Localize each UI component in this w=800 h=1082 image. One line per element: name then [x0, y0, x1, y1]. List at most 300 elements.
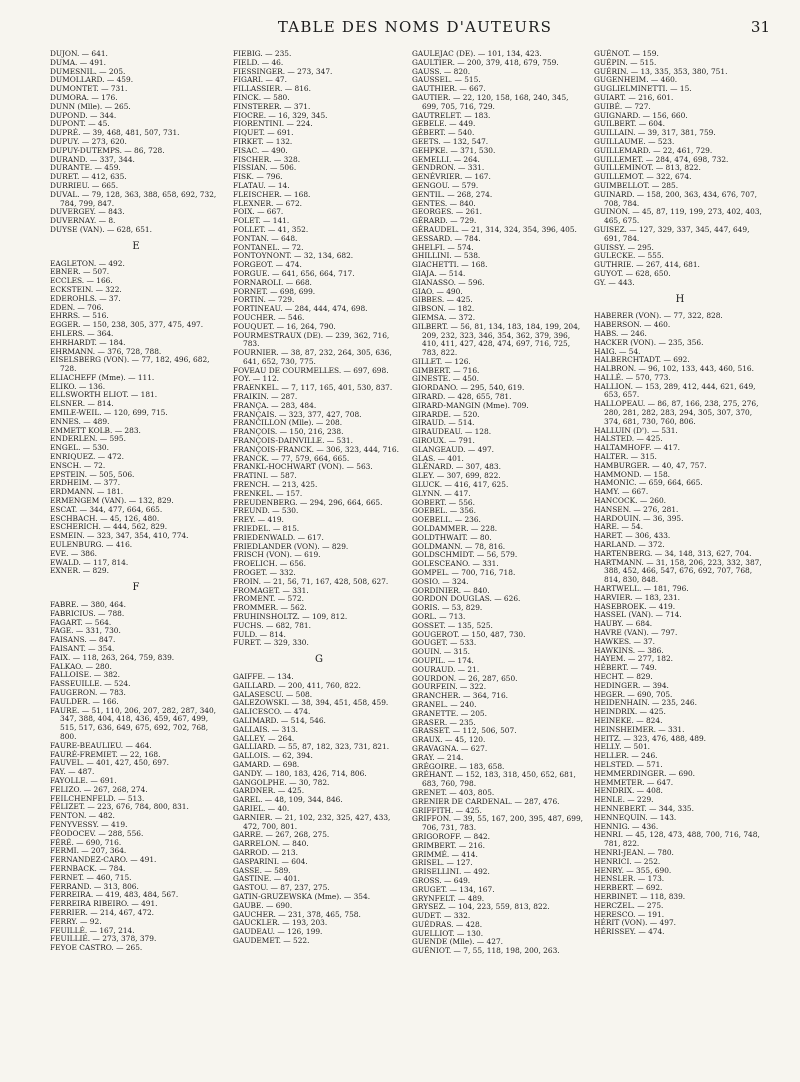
index-entry: GLYNN. — 417. — [412, 488, 471, 498]
index-entry: HEINEKE. — 824. — [594, 715, 663, 725]
index-entry: GUIGNARD. — 156, 660. — [594, 110, 688, 120]
index-entry: FOURNIER. — 38, 87, 232, 264, 305, 636, 641, 652, 730, 775. — [233, 348, 392, 366]
index-entry: GUIBÉ. — 727. — [594, 101, 651, 111]
index-entry: HENLE. — 229. — [594, 795, 654, 805]
index-entry: FROELICH. — 656. — [233, 559, 306, 569]
index-entry: HARTENBERG. — 34, 148, 313, 627, 704. — [594, 548, 752, 558]
index-entry: HEMMERDINGER. — 690. — [594, 768, 696, 778]
index-entry: GRENET. — 403, 805. — [412, 787, 495, 797]
index-entry: ESCHBACH. — 45, 126, 480. — [50, 513, 160, 523]
index-entry: FISCHER. — 328. — [233, 154, 301, 164]
index-entry: DUMORA. — 176. — [50, 92, 118, 102]
index-entry: HALBERCHTADT. — 692. — [594, 355, 690, 365]
index-entry: GAMARD. — 698. — [233, 759, 300, 769]
index-entry: FISSIAN. — 506. — [233, 163, 297, 173]
index-entry: FOIX. — 667. — [233, 207, 284, 217]
index-entry: GUILLAUME. — 523. — [594, 136, 675, 146]
index-entry: GALLEY. — 264. — [233, 733, 295, 743]
index-entry: ELIACHEFF (Mme). — 111. — [50, 372, 155, 382]
index-entry: ERMENGEM (VAN). — 132, 829. — [50, 496, 174, 506]
index-entry: ECCLES. — 166. — [50, 276, 113, 286]
index-entry: GORIS. — 53, 829. — [412, 603, 483, 613]
index-entry: ESCAT. — 344, 477, 664, 665. — [50, 504, 163, 514]
index-entry: FORNAROLI. — 668. — [233, 277, 312, 287]
index-entry: GOBERT. — 556. — [412, 497, 475, 507]
index-entry: GUELLIOT. — 130. — [412, 928, 484, 938]
index-entry: FRANCK. — 77, 579, 664, 665. — [233, 453, 350, 463]
index-entry: GOURDON. — 26, 287, 650. — [412, 673, 518, 683]
index-entry: DUJON. — 641. — [50, 49, 108, 58]
index-entry: GIACHETTI. — 168. — [412, 260, 488, 270]
index-entry: FERREIRA. — 419, 483, 484, 567. — [50, 890, 179, 900]
index-entry: GOUGET. — 533. — [412, 638, 477, 648]
index-entry: FIESSINGER. — 273, 347. — [233, 66, 333, 76]
index-entry: GEHPKE. — 371, 530. — [412, 145, 496, 155]
index-entry: EMMETT KOLB. — 283. — [50, 425, 141, 435]
index-entry: GIANASSO. — 596. — [412, 277, 485, 287]
index-entry: GIRARD-MANGIN (Mme). 709. — [412, 400, 529, 410]
index-entry: GAUTIER. — 22, 120, 158, 168, 240, 345, 699, 705, 716, 729. — [412, 92, 569, 111]
index-entry: GRANETTE. — 205. — [412, 708, 487, 718]
index-entry: HASSEL (VAN). — 714. — [594, 610, 682, 620]
index-entry: FERNANDEZ-CARO. — 491. — [50, 855, 157, 865]
index-entry: DUYSE (VAN). — 628, 651. — [50, 224, 152, 234]
index-entry: HALLION. — 153, 289, 412, 444, 621, 649, 653, 657. — [594, 381, 756, 400]
index-entry: FRANÇOIS-DAINVILLE. — 531. — [233, 436, 353, 446]
index-entry: FRANÇOIS. — 150, 216, 238. — [233, 427, 344, 437]
index-entry: FÉODOCEV. — 288, 556. — [50, 828, 144, 838]
index-entry: GENTES. — 840. — [412, 198, 476, 208]
index-entry: HAMONIC. — 659, 664, 665. — [594, 478, 703, 488]
index-entry: HAWKINS. — 386. — [594, 645, 664, 655]
index-entry: FAGART. — 564. — [50, 617, 112, 627]
index-entry: GÉBERT. — 540. — [412, 128, 475, 138]
index-entry: GRAY. — 214. — [412, 752, 464, 762]
index-entry: EGGER. — 150, 238, 305, 377, 475, 497. — [50, 320, 204, 330]
index-entry: DURET. — 412, 635. — [50, 172, 127, 182]
index-entry: ERDMANN. — 181. — [50, 487, 124, 497]
index-entry: EWALD. — 117, 814. — [50, 557, 129, 567]
index-entry: GASTOU. — 87, 237, 275. — [233, 883, 330, 893]
index-entry: HABERER (VON). — 77, 322, 828. — [594, 311, 723, 321]
index-entry: GALLAIS. — 313. — [233, 724, 299, 734]
index-entry: GUISSY. — 295. — [594, 242, 654, 252]
index-entry: GRASSET. — 112, 506, 507. — [412, 726, 517, 736]
index-entry: FROMAGET. — 331. — [233, 585, 309, 595]
index-entry: GORDON DOUGLAS. — 626. — [412, 594, 521, 604]
index-entry: DURAND. — 337, 344. — [50, 154, 135, 164]
index-entry: GOLDTHWAIT. — 80. — [412, 532, 492, 542]
index-entry: DUMONTET. — 731. — [50, 84, 128, 94]
index-entry: GUIMBELLOT. — 285. — [594, 180, 679, 190]
index-entry: GUILLAIN. — 39, 317, 381, 759. — [594, 128, 716, 138]
index-entry: HELSTED. — 571. — [594, 759, 663, 769]
index-entry: EXNER. — 829. — [50, 566, 109, 576]
index-entry: FAISANT. — 354. — [50, 644, 115, 653]
index-entry: GOURFEIN. — 322. — [412, 682, 487, 692]
index-entry: FRENCH. — 213, 425. — [233, 480, 318, 490]
index-entry: GLÉNARD. — 307, 483. — [412, 462, 501, 472]
index-entry: FÉRÉ. — 690, 716. — [50, 837, 122, 847]
index-entry: DUPUY-DUTEMPS. — 86, 728. — [50, 145, 165, 155]
index-entry: HENNEQUIN. — 143. — [594, 812, 677, 822]
index-entry: GAULTIER. — 200, 379, 418, 679, 759. — [412, 57, 559, 67]
index-entry: FENTON. — 482. — [50, 811, 115, 821]
page-number: 31 — [750, 18, 770, 36]
index-entry: GASPARINI. — 604. — [233, 856, 308, 866]
index-entry: GUGENHEIM. — 460. — [594, 75, 678, 85]
index-entry: GLUCK. — 416, 417, 625. — [412, 480, 509, 490]
index-entry: FREY. — 419. — [233, 515, 284, 525]
index-entry: GOEBELL. — 236. — [412, 515, 481, 525]
index-entry: DURANTE. — 459. — [50, 163, 121, 173]
index-entry: HAMMOND. — 158. — [594, 469, 670, 479]
index-entry: FAGE. — 331, 730. — [50, 626, 121, 636]
index-entry: EBNER. — 507. — [50, 267, 110, 277]
index-entry: GUDET. — 332. — [412, 911, 471, 921]
index-entry: GANDY. — 180, 183, 426, 714, 806. — [233, 768, 367, 778]
index-entry: GUILLEMET. — 284, 474, 698, 732. — [594, 154, 729, 164]
index-entry: GAUSSEL. — 515. — [412, 75, 481, 85]
section-letter: E — [132, 240, 140, 252]
index-entry: DUMOLLARD. — 459. — [50, 75, 134, 85]
index-entry: DUVERGEY. — 843. — [50, 207, 125, 217]
index-entry: FENYVESSY. — 419. — [50, 819, 128, 829]
index-entry: FEUILLIÉ. — 273, 378, 379. — [50, 934, 157, 944]
index-entry: FISAC. — 490. — [233, 145, 288, 155]
index-entry: FORNET. — 698, 699. — [233, 286, 316, 296]
index-entry: HENNEBERT. — 344, 335. — [594, 803, 694, 813]
index-entry: HALLUIN (D'). — 531. — [594, 425, 678, 435]
index-entry: GOUIN. — 315. — [412, 647, 470, 657]
index-entry: FUCHS. — 682, 781. — [233, 620, 311, 630]
index-entry: EVE. — 386. — [50, 548, 98, 558]
index-entry: HEINDRIX. — 425. — [594, 707, 666, 717]
index-entry: GRISEL. — 127. — [412, 858, 473, 868]
index-entry: FRANÇOIS-FRANCK. — 306, 323, 444, 716. — [233, 444, 399, 454]
index-entry: FIQUET. — 691. — [233, 128, 294, 138]
index-entry: GIORDANO. — 295, 540, 619. — [412, 383, 525, 393]
index-entry: FRANÇAIS. — 323, 377, 427, 708. — [233, 409, 362, 419]
index-entry: GUÉRIN. — 13, 335, 353, 380, 751. — [594, 66, 728, 76]
index-entry: GIMBERT. — 716. — [412, 365, 480, 375]
index-entry: HALBRON. — 96, 102, 133, 443, 460, 516. — [594, 364, 754, 374]
index-column-2 — [233, 50, 405, 946]
index-entry: GUTHRIE. — 267, 414, 681. — [594, 260, 700, 270]
index-entry: GAUTHIER. — 667. — [412, 84, 486, 94]
index-entry: GORDINIER. — 840. — [412, 585, 490, 595]
index-entry: FAURE. — 51, 110, 206, 207, 282, 287, 340, 347, 388, 404, 418, 436, 459, 467, 499, 515, 517, 636, 649, 675, 692, 702, 768, 800. — [50, 705, 217, 741]
page-header — [60, 18, 770, 40]
index-entry: DUVERNAY. — 8. — [50, 216, 116, 226]
index-entry: HELLER. — 246. — [594, 751, 658, 761]
index-entry: GUIART. — 216, 601. — [594, 92, 674, 102]
index-entry: FASSEUILLE. — 524. — [50, 679, 131, 689]
index-entry: FERRAND. — 313, 806. — [50, 881, 139, 891]
index-entry: FAISANS. — 847. — [50, 635, 116, 645]
index-entry: GLAS. — 401. — [412, 453, 464, 463]
index-entry: FERMI. — 207, 364. — [50, 846, 127, 856]
index-entry: GAUCKLER. — 193, 203. — [233, 918, 328, 928]
index-entry: GOLESCEANO. — 331. — [412, 559, 499, 569]
index-entry: DUVAL. — 79, 128, 363, 388, 658, 692, 732, 784, 799, 847. — [50, 189, 217, 208]
index-entry: ESMEIN. — 323, 347, 354, 410, 774. — [50, 531, 189, 541]
index-entry: FÉLIZET. — 223, 676, 784, 800, 831. — [50, 802, 189, 812]
index-entry: EHLERS. — 364. — [50, 328, 114, 338]
index-entry: EHRRS. — 516. — [50, 311, 109, 321]
index-entry: ELLSWORTH ELIOT. — 181. — [50, 390, 158, 400]
index-entry: GOLDMANN. — 78, 816. — [412, 541, 506, 551]
index-entry: GAILLARD. — 200, 411, 760, 822. — [233, 680, 361, 690]
index-entry: GAUSS. — 820. — [412, 66, 471, 76]
index-entry: FRAENKEL. — 7, 117, 165, 401, 530, 837. — [233, 383, 393, 393]
index-entry: GUILLEMARD. — 22, 461, 729. — [594, 145, 713, 155]
index-entry: GAUCHER. — 231, 378, 465, 758. — [233, 909, 361, 919]
index-entry: GRENIER DE CARDENAL. — 287, 476. — [412, 796, 560, 806]
index-entry: HÉRISSEY. — 474. — [594, 927, 665, 937]
index-entry: GHELFI. — 574. — [412, 242, 474, 252]
index-entry: FAY. — 487. — [50, 767, 95, 777]
index-entry: FEYOE CASTRO. — 265. — [50, 943, 143, 953]
index-entry: HÉRIT (VON). — 497. — [594, 918, 676, 928]
index-entry: GUINARD. — 158, 200, 363, 434, 676, 707, 708, 784. — [594, 189, 758, 208]
index-entry: DURRIEU. — 665. — [50, 180, 119, 190]
index-entry: GOLDAMMER. — 228. — [412, 524, 498, 534]
index-entry: HALLOPEAU. — 86, 87, 166, 238, 275, 276, 280, 281, 282, 283, 294, 305, 307, 370, 374, 681, 730, 760, 806. — [594, 399, 759, 426]
section-letter: F — [132, 582, 140, 594]
index-entry: EHRMANN. — 376, 728, 788. — [50, 346, 162, 356]
index-entry: GÉRARD. — 729. — [412, 216, 477, 226]
index-entry: HALSTED. — 425. — [594, 434, 663, 444]
index-entry: HENRI. — 45, 128, 473, 488, 700, 716, 748, 781, 822. — [594, 830, 760, 849]
index-entry: GALEZOWSKI. — 38, 394, 451, 458, 459. — [233, 698, 389, 708]
index-entry: HERESCO. — 191. — [594, 909, 665, 919]
index-entry: FROIN. — 21, 56, 71, 167, 428, 508, 627. — [233, 576, 389, 586]
index-entry: FAYOLLE. — 691. — [50, 775, 117, 785]
index-entry: GRANCHER. — 364, 716. — [412, 691, 509, 701]
index-entry: FIELD. — 46. — [233, 57, 284, 67]
index-entry: EPSTEIN. — 505, 506. — [50, 469, 135, 479]
index-entry: GHILLINI. — 538. — [412, 251, 481, 261]
index-entry: GANGOLPHE. — 30, 782. — [233, 777, 330, 787]
index-entry: FLEXNER. — 672. — [233, 198, 303, 208]
index-entry: FRANKL-HOCHWART (VON). — 563. — [233, 462, 373, 472]
index-entry: GIEMSA. — 372. — [412, 312, 476, 322]
index-entry: GOMPEL. — 700, 716, 718. — [412, 568, 516, 578]
index-entry: GRIMBERT. — 216. — [412, 840, 485, 850]
index-entry: GEMELLI. — 264. — [412, 154, 480, 164]
index-entry: FIGARI. — 47. — [233, 75, 287, 85]
index-entry: GIAJA. — 514. — [412, 268, 466, 278]
index-entry: GÉRAUDEL. — 21, 314, 324, 354, 396, 405. — [412, 224, 577, 234]
index-entry: HAMY. — 667. — [594, 487, 649, 497]
index-entry: FAUGERON. — 783. — [50, 687, 126, 697]
index-entry: FAURÉ-FREMIET. — 22, 168. — [50, 749, 161, 759]
index-entry: GRISELLINI. — 492. — [412, 867, 490, 877]
index-entry: GUYOT. — 628, 650. — [594, 268, 671, 278]
index-entry: GORL. — 713. — [412, 612, 466, 621]
index-entry: GALLIARD. — 55, 87, 182, 323, 731, 821. — [233, 742, 390, 752]
index-entry: GUÉDRAS. — 428. — [412, 919, 483, 929]
index-entry: GARRE. — 267, 268, 275. — [233, 830, 330, 840]
index-entry: HÉBERT. — 749. — [594, 663, 657, 673]
index-entry: GARDNER. — 425. — [233, 786, 305, 796]
index-entry: GAUDEMET. — 522. — [233, 935, 310, 945]
index-entry: GENÉVRIER. — 167. — [412, 172, 491, 182]
index-entry: HAVRE (VAN). — 797. — [594, 628, 678, 637]
index-entry: FRIEDENWALD. — 617. — [233, 532, 324, 542]
index-entry: ECKSTEIN. — 322. — [50, 284, 122, 294]
index-entry: FOY. — 112. — [233, 374, 280, 384]
index-entry: FORGUE. — 641, 656, 664, 717. — [233, 268, 355, 278]
index-entry: FERNBACK. — 784. — [50, 863, 126, 873]
index-entry: GALASESCU. — 508. — [233, 689, 313, 699]
index-entry: FALLOISE. — 382. — [50, 670, 120, 680]
index-entry: FERRIER. — 214, 467, 472. — [50, 907, 155, 917]
index-entry: EAGLETON. — 492. — [50, 258, 125, 268]
index-entry: GARIEL. — 40. — [233, 803, 290, 813]
index-entry: FRIEDEL. — 815. — [233, 524, 300, 534]
index-entry: HACKER (VON). — 235, 356. — [594, 337, 704, 347]
index-entry: GRYSEZ. — 104, 223, 559, 813, 822. — [412, 902, 550, 912]
index-entry: FOUCHER. — 546. — [233, 312, 305, 322]
index-entry: GOURAUD. — 21. — [412, 664, 480, 674]
index-entry: GEORGES. — 261. — [412, 207, 482, 217]
index-entry: GARROD. — 213. — [233, 847, 298, 857]
index-entry: HENRI-JEAN. — 780. — [594, 847, 674, 857]
index-entry: FIEBIG. — 235. — [233, 49, 292, 58]
index-entry: FRATINI. — 587. — [233, 471, 297, 481]
index-entry: GLANGEAUD. — 497. — [412, 444, 495, 454]
index-entry: HABS. — 246. — [594, 328, 647, 338]
index-entry: ENGEL. — 530. — [50, 443, 109, 453]
index-entry: FROGET. — 332. — [233, 568, 296, 578]
index-entry: FOUQUET. — 16, 264, 790. — [233, 321, 336, 331]
index-entry: GUÉNIOT. — 7, 55, 118, 198, 200, 263. — [412, 946, 560, 956]
index-entry: EISELSBERG (VON). — 77, 182, 496, 682, 728. — [50, 355, 210, 374]
index-entry: HAMBURGER. — 40, 47, 757. — [594, 460, 707, 470]
index-entry: GOUPIL. — 174. — [412, 655, 474, 665]
index-entry: HALTAMHOFF. — 417. — [594, 443, 681, 453]
index-entry: FOVEAU DE COURMELLES. — 697, 698. — [233, 365, 389, 375]
index-entry: HASEBROEK. — 419. — [594, 601, 676, 611]
index-entry: GENDRON. — 331. — [412, 163, 485, 173]
index-entry: GUÉNOT. — 159. — [594, 49, 659, 58]
index-entry: GUENDE (Mlle). — 427. — [412, 937, 503, 947]
index-entry: ENSCH. — 72. — [50, 460, 106, 470]
index-entry: GRIGOROFF. — 842. — [412, 831, 490, 841]
index-entry: GAUBE. — 690. — [233, 900, 293, 910]
index-entry: FEILCHENFELD. — 513. — [50, 793, 145, 803]
index-entry: GARNIER. — 21, 102, 232, 325, 427, 433, 472, 700, 801. — [233, 812, 391, 831]
section-letter: G — [315, 654, 323, 666]
index-entry: FRIEDLANDER (VON). — 829. — [233, 541, 349, 551]
index-entry: HAIG. — 54. — [594, 346, 641, 356]
index-entry: GOSSET. — 135, 525. — [412, 620, 493, 630]
index-entry: HEINSHEIMER. — 331. — [594, 724, 685, 734]
index-entry: FOLET. — 141. — [233, 216, 290, 226]
index-entry: HELLY. — 501. — [594, 742, 651, 752]
index-entry: FISK. — 796. — [233, 172, 283, 182]
index-entry: GASTINE. — 401. — [233, 874, 300, 884]
index-entry: GAIFFE. — 134. — [233, 671, 294, 681]
index-entry: FRANCILLON (Mlle). — 208. — [233, 418, 343, 428]
index-entry: GLEY. — 307, 699, 822. — [412, 471, 501, 481]
index-entry: EULENBURG. — 416. — [50, 540, 133, 550]
index-entry: HEMMETER. — 647. — [594, 777, 674, 787]
index-entry: HEITZ. — 323, 476, 488, 489. — [594, 733, 707, 743]
index-entry: FROMMER. — 562. — [233, 603, 307, 613]
index-entry: FRUHINSHOLTZ. — 109, 812. — [233, 612, 348, 621]
index-entry: GUINON. — 45, 87, 119, 199, 273, 402, 403, 465, 675. — [594, 207, 762, 226]
index-entry: GIBSON. — 182. — [412, 304, 475, 314]
index-entry: GOLDSCHMIDT. — 56, 579. — [412, 550, 518, 560]
index-entry: HARET. — 306, 433. — [594, 531, 671, 541]
index-entry: GINESTE. — 450. — [412, 374, 479, 384]
index-entry: HARLAND. — 372. — [594, 540, 665, 550]
index-entry: GUGLIELMINETTI. — 15. — [594, 84, 692, 94]
index-entry: FOLLET. — 41, 352. — [233, 224, 309, 234]
index-entry: HARTMANN. — 31, 158, 206, 223, 332, 387, 388, 452, 466, 547, 676, 692, 707, 768, 814, 830, 848. — [594, 557, 762, 585]
index-entry: HARVIER. — 183, 231. — [594, 592, 680, 602]
index-entry: FAIX. — 118, 263, 264, 759, 839. — [50, 652, 175, 662]
index-entry: GAREL. — 48, 109, 344, 846. — [233, 795, 343, 805]
index-entry: HABERSON. — 460. — [594, 320, 671, 330]
index-entry: HECHT. — 829. — [594, 671, 653, 681]
index-entry: HEDINGER. — 394. — [594, 680, 669, 690]
index-entry: DUMESNIL. — 205. — [50, 66, 126, 76]
index-entry: HALTER. — 315. — [594, 452, 657, 462]
index-entry: GALICESCO. — 474. — [233, 707, 311, 717]
index-entry: FRANÇA. — 283, 484. — [233, 400, 317, 410]
index-entry: FONTANEL. — 72. — [233, 242, 304, 252]
index-entry: GRIMMÉ. — 414. — [412, 849, 478, 859]
index-entry: FAULDER. — 166. — [50, 696, 119, 706]
index-entry: FAUVEL. — 401, 427, 450, 697. — [50, 758, 169, 768]
index-entry: GIBBES. — 425. — [412, 295, 473, 305]
index-entry: FROMENT. — 572. — [233, 594, 304, 604]
index-entry: GAULEJAC (DE). — 101, 134, 423. — [412, 49, 542, 58]
index-entry: HAWKES. — 37. — [594, 636, 655, 646]
index-entry: GARRELON. — 840. — [233, 839, 309, 849]
index-entry: GULECKE. — 555. — [594, 251, 664, 261]
index-entry: DUMA. — 491. — [50, 57, 106, 67]
index-entry: ENNES. — 489. — [50, 416, 110, 426]
index-entry: GEETS. — 132, 547. — [412, 136, 489, 146]
index-entry: GIAO. — 490. — [412, 286, 463, 296]
index-entry: FRISCH (VON). — 619. — [233, 550, 321, 560]
index-entry: FAURE-BEAULIEU. — 464. — [50, 740, 152, 750]
index-entry: HERCZEL. — 275. — [594, 900, 664, 910]
index-entry: GESSARD. — 784. — [412, 233, 481, 243]
index-entry: GRIFFITH. — 425. — [412, 805, 482, 815]
index-entry: EDEROHLS. — 37. — [50, 293, 121, 303]
index-entry: HANSEN. — 276, 281. — [594, 504, 679, 514]
index-entry: FREUND. — 530. — [233, 506, 299, 516]
index-entry: FABRE. — 380, 464. — [50, 600, 126, 610]
index-entry: FREUDENBERG. — 294, 296, 664, 665. — [233, 497, 383, 507]
index-entry: GIRARD. — 428, 655, 781. — [412, 392, 512, 402]
index-entry: GOUGEROT. — 150, 487, 730. — [412, 629, 526, 639]
index-entry: HEIDENHAIN. — 235, 246. — [594, 698, 697, 708]
index-entry: HEGER. — 690, 705. — [594, 689, 673, 699]
index-entry: FOURMESTRAUX (DE). — 239, 362, 716, 783. — [233, 330, 390, 349]
index-entry: FULD. — 814. — [233, 629, 286, 639]
index-entry: FALKAO. — 280. — [50, 661, 112, 671]
index-entry: HARE. — 54. — [594, 522, 643, 532]
index-entry: HERBERT. — 692. — [594, 883, 663, 893]
index-entry: HENSLER. — 173. — [594, 874, 665, 884]
